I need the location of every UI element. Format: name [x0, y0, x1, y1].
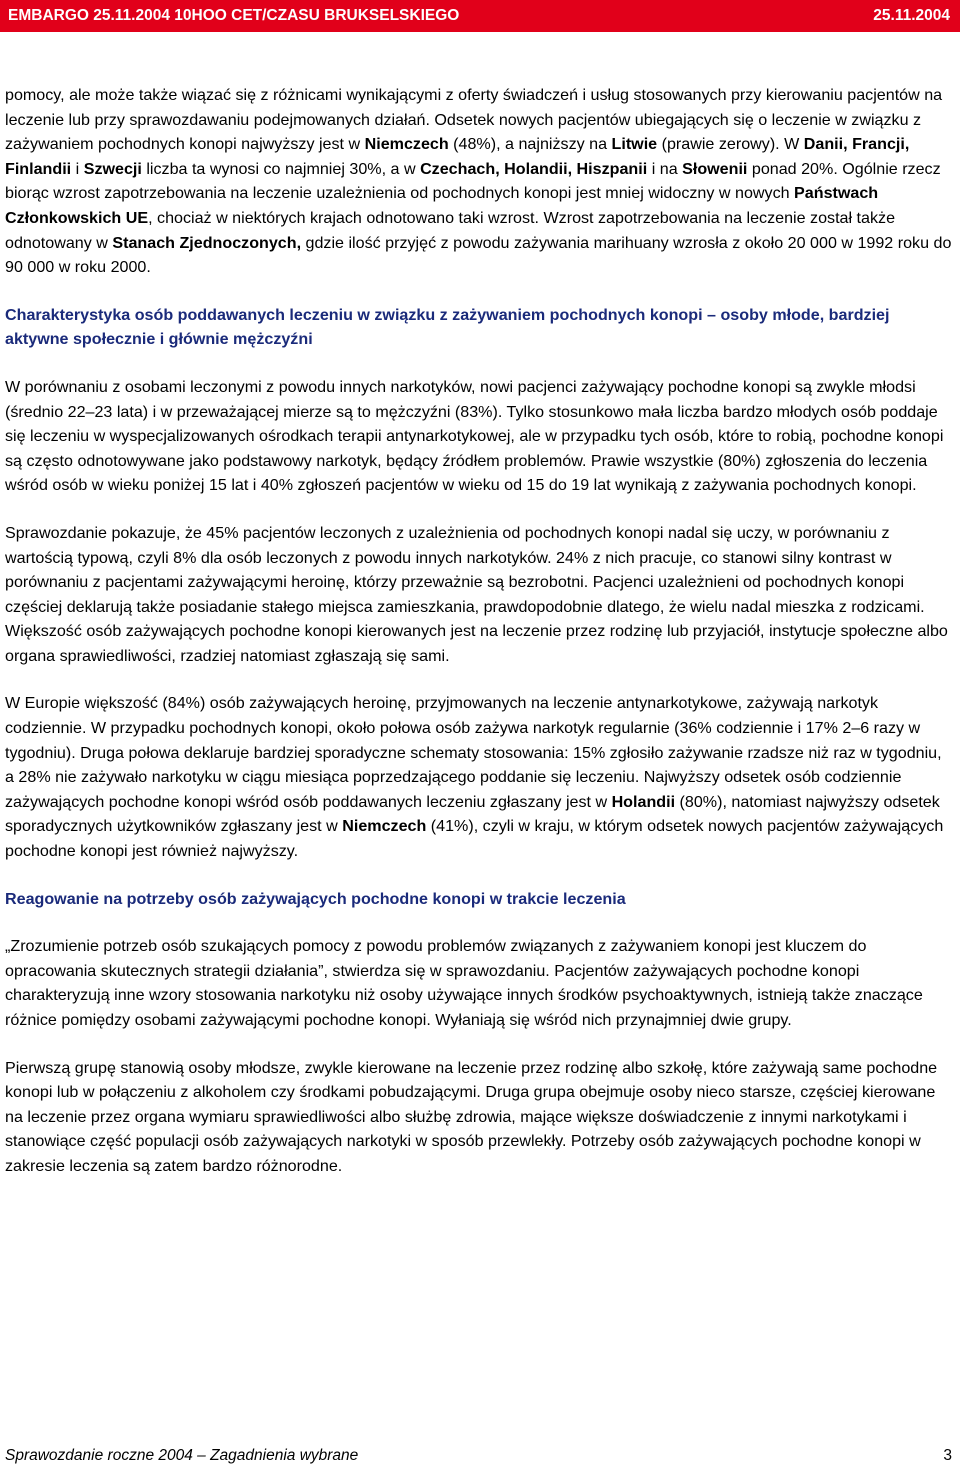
- embargo-label: EMBARGO 25.11.2004 10HOO CET/CZASU BRUKSELSKIEGO: [8, 7, 460, 24]
- paragraph-patient-social: Sprawozdanie pokazuje, że 45% pacjentów leczonych z uzależnienia od pochodnych konopi nadal się uczy, w porównaniu z wartością typową, czyli 8% dla osób leczonych z powodu innych narkotyków. 24% z nich pracuje, co stanowi silny kontrast w porównaniu z pacjentami zażywającymi heroinę, którzy przeważnie są bezrobotni. Pacjenci uzależnieni od pochodnych konopi częściej deklarują także posiadanie stałego miejsca zamieszkania, prawdopodobnie dlatego, że wielu nadal mieszka z rodzicami. Większość osób zażywających pochodne konopi kierowanych jest na leczenie przez rodzinę lub przyjaciół, instytucje społeczne albo organa sprawiedliwości, rzadziej natomiast zgłaszają się sami.: [5, 523, 948, 665]
- paragraph-use-frequency: W Europie większość (84%) osób zażywających heroinę, przyjmowanych na leczenie antynarkotykowe, zażywają narkotyk codziennie. W przypadku pochodnych konopi, około połowa osób zażywa narkotyk regularnie (36% codziennie i 17% 2–6 razy w tygodniu). Druga połowa deklaruje bardziej sporadyczne schematy stosowania: 15% zgłosiło zażywanie rzadsze niż raz w tygodniu, a 28% nie zażywało narkotyku w ciągu miesiąca poprzedzającego poddanie się leczeniu. Najwyższy odsetek osób codziennie zażywających pochodne konopi wśród osób poddawanych leczeniu zgłaszany jest w Holandii (80%), natomiast najwyższy odsetek sporadycznych użytkowników zgłaszany jest w Niemczech (41%), czyli w kraju, w którym odsetek nowych pacjentów zażywających pochodne konopi jest również najwyższy.: [5, 694, 944, 861]
- document-body: [5, 83, 955, 1179]
- header-date: 25.11.2004: [873, 7, 950, 24]
- section-heading-response: Reagowanie na potrzeby osób zażywających pochodne konopi w trakcie leczenia: [5, 889, 626, 908]
- section-heading-characteristics: Charakterystyka osób poddawanych leczeniu w związku z zażywaniem pochodnych konopi – osoby młode, bardziej aktywne społecznie i głównie mężczyźni: [5, 305, 890, 349]
- footer-title: Sprawozdanie roczne 2004 – Zagadnienia wybrane: [5, 1447, 359, 1464]
- embargo-header-bar: [0, 0, 960, 32]
- page-number: 3: [943, 1447, 952, 1464]
- page-footer: [5, 1447, 952, 1465]
- paragraph-understanding-needs: „Zrozumienie potrzeb osób szukających pomocy z powodu problemów związanych z zażywaniem konopi jest kluczem do opracowania skutecznych strategii działania”, stwierdza się w sprawozdaniu. Pacjentów zażywających pochodne konopi charakteryzują inne wzory stosowania narkotyku niż osoby używające innych środków psychoaktywnych, istnieją także znaczące różnice pomiędzy osobami zażywającymi pochodne konopi. Wyłaniają się wśród nich przynajmniej dwie grupy.: [5, 937, 923, 1029]
- paragraph-patient-age: W porównaniu z osobami leczonymi z powodu innych narkotyków, nowi pacjenci zażywający pochodne konopi są zwykle młodsi (średnio 22–23 lata) i w przeważającej mierze są to mężczyźni (83%). Tylko stosunkowo mała liczba bardzo młodych osób poddaje się leczeniu w wyspecjalizowanych ośrodkach terapii antynarkotykowej, ale w przypadku tych osób, które to robią, pochodne konopi są często odnotowywane jako podstawowy narkotyk, będący źródłem problemów. Prawie wszystkie (80%) zgłoszenia do leczenia wśród osób w wieku poniżej 15 lat i 40% zgłoszeń pacjentów w wieku od 15 do 19 lat wynikają z zażywania pochodnych konopi.: [5, 377, 944, 495]
- paragraph-two-groups: Pierwszą grupę stanowią osoby młodsze, zwykle kierowane na leczenie przez rodzinę albo szkołę, które zażywają same pochodne konopi lub w połączeniu z alkoholem czy środkami pobudzającymi. Druga grupa obejmuje osoby nieco starsze, częściej kierowane na leczenie przez organa wymiaru sprawiedliwości albo służbę zdrowia, mające większe doświadczenie z innymi narkotykami i stanowiące część populacji osób zażywających narkotyki w sposób przewlekły. Potrzeby osób zażywających pochodne konopi w zakresie leczenia są zatem bardzo różnorodne.: [5, 1058, 938, 1175]
- paragraph-treatment-demand: pomocy, ale może także wiązać się z różnicami wynikającymi z oferty świadczeń i usług stosowanych przy kierowaniu pacjentów na leczenie lub przy sprawozdawaniu podejmowanych działań. Odsetek nowych pacjentów ubiegających się o leczenie w związku z zażywaniem pochodnych konopi najwyższy jest w Niemczech (48%), a najniższy na Litwie (prawie zerowy). W Danii, Francji, Finlandii i Szwecji liczba ta wynosi co najmniej 30%, a w Czechach, Holandii, Hiszpanii i na Słowenii ponad 20%. Ogólnie rzecz biorąc wzrost zapotrzebowania na leczenie uzależnienia od pochodnych konopi jest mniej widoczny w nowych Państwach Członkowskich UE, chociaż w niektórych krajach odnotowano taki wzrost. Wzrost zapotrzebowania na leczenie został także odnotowany w Stanach Zjednoczonych, gdzie ilość przyjęć z powodu zażywania marihuany wzrosła z około 20 000 w 1992 roku do 90 000 w roku 2000.: [5, 86, 952, 277]
